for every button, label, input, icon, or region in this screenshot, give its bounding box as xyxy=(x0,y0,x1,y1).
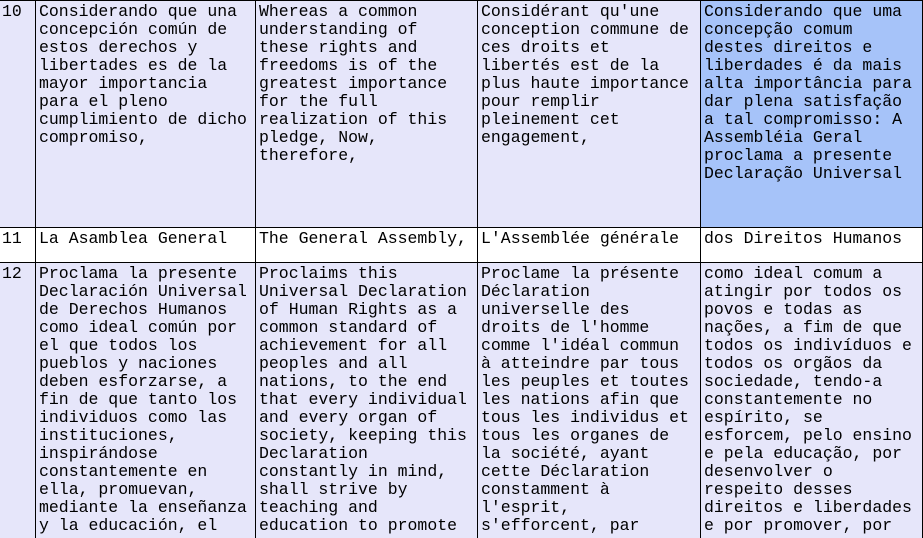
row-number-cell[interactable]: 10 xyxy=(0,1,35,227)
table-row-11 xyxy=(0,228,922,262)
row-number-cell[interactable]: 12 xyxy=(0,263,35,538)
cell-spanish[interactable]: Proclama la presente Declaración Universal de Derechos Humanos como ideal común por el que todos los pueblos y naciones deben esforzarse, a fin de que tanto los individuos como las instituciones, inspirándose constantemente en ella, promuevan, mediante la enseñanza y la educación, el xyxy=(36,263,255,538)
cell-french[interactable]: L'Assemblée générale xyxy=(478,228,700,262)
cell-english[interactable]: The General Assembly, xyxy=(256,228,477,262)
row-number-cell[interactable]: 11 xyxy=(0,228,35,262)
cell-french[interactable]: Considérant qu'une conception commune de ces droits et libertés est de la plus haute importance pour remplir pleinement cet engagement, xyxy=(478,1,700,227)
cell-portuguese-selected[interactable]: Considerando que uma concepção comum destes direitos e liberdades é da mais alta importância para dar plena satisfação a tal compromisso: A Assembléia Geral proclama a presente Declaração Universal xyxy=(701,1,922,227)
cell-spanish[interactable]: Considerando que una concepción común de estos derechos y libertades es de la mayor importancia para el pleno cumplimiento de dicho compromiso, xyxy=(36,1,255,227)
cell-spanish[interactable]: La Asamblea General xyxy=(36,228,255,262)
cell-portuguese[interactable]: como ideal comum a atingir por todos os povos e todas as nações, a fim de que todos os indivíduos e todos os orgãos da sociedade, tendo-a constantemente no espírito, se esforcem, pelo ensino e pela educação, por desenvolver o respeito desses direitos e liberdades e por promover, por xyxy=(701,263,922,538)
table-row-10 xyxy=(0,1,922,227)
cell-portuguese[interactable]: dos Direitos Humanos xyxy=(701,228,922,262)
cell-french[interactable]: Proclame la présente Déclaration universelle des droits de l'homme comme l'idéal commun à atteindre par tous les peuples et toutes les nations afin que tous les individus et tous les organes de la société, ayant cette Déclaration constamment à l'esprit, s'efforcent, par xyxy=(478,263,700,538)
cell-english[interactable]: Whereas a common understanding of these rights and freedoms is of the greatest importance for the full realization of this pledge, Now, therefore, xyxy=(256,1,477,227)
table-row-12 xyxy=(0,263,922,538)
cell-english[interactable]: Proclaims this Universal Declaration of Human Rights as a common standard of achievement for all peoples and all nations, to the end that every individual and every organ of society, keeping this Declaration constantly in mind, shall strive by teaching and education to promote xyxy=(256,263,477,538)
